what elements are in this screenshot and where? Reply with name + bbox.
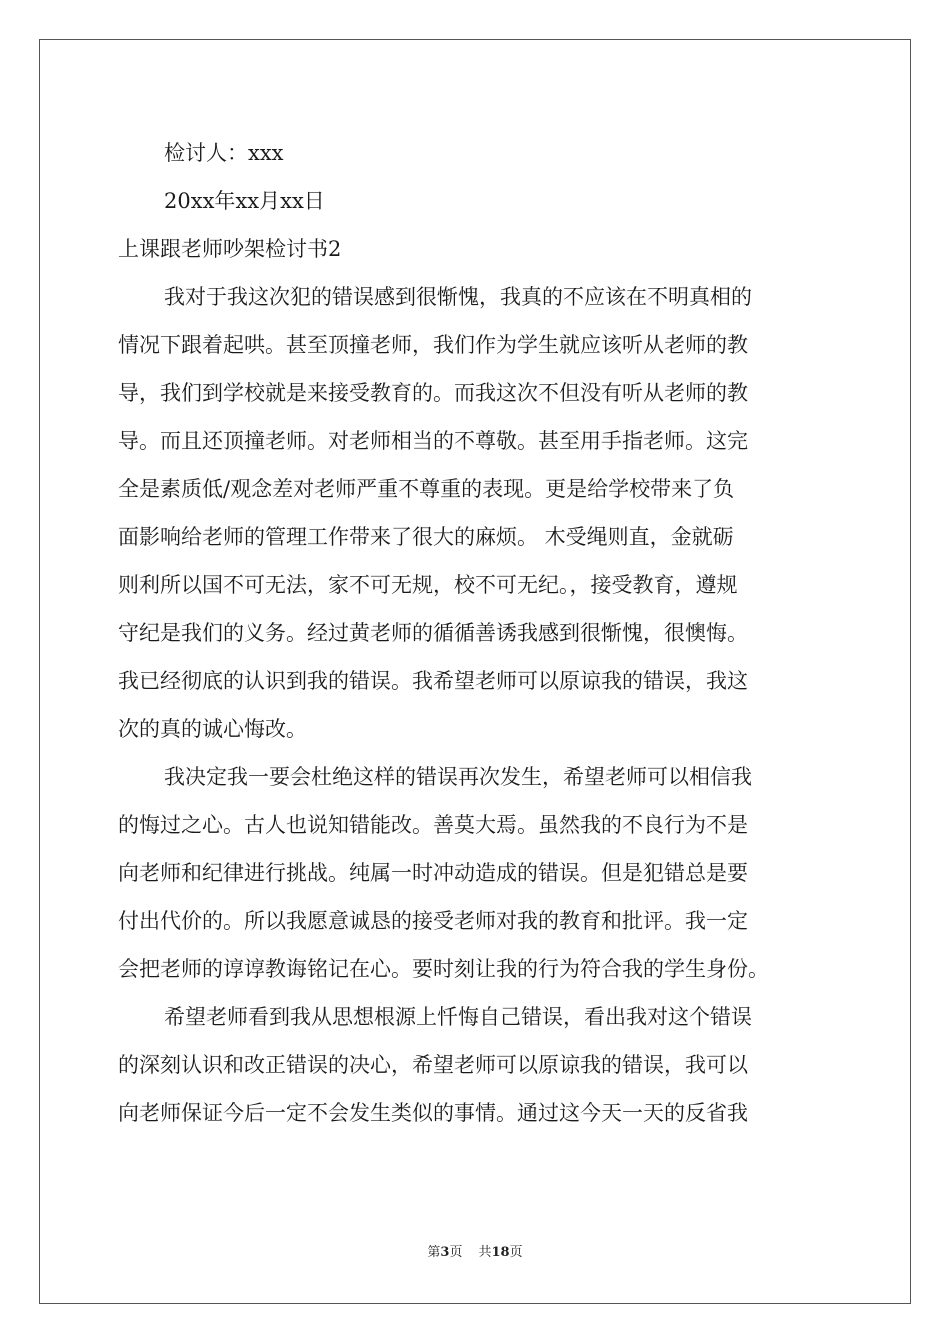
page-suffix: 页 xyxy=(449,1245,463,1260)
paragraph-line: 向老师和纪律进行挑战。纯属一时冲动造成的错误。但是犯错总是要 xyxy=(118,861,748,885)
paragraph-line: 付出代价的。所以我愿意诚恳的接受老师对我的教育和批评。我一定 xyxy=(118,909,748,933)
page-number: 3 xyxy=(440,1245,450,1260)
paragraph-line: 希望老师看到我从思想根源上忏悔自己错误，看出我对这个错误 xyxy=(164,1005,752,1029)
paragraph-line: 的深刻认识和改正错误的决心，希望老师可以原谅我的错误，我可以 xyxy=(118,1053,748,1077)
paragraph-line: 我对于我这次犯的错误感到很惭愧，我真的不应该在不明真相的 xyxy=(164,285,752,309)
paragraph-1 xyxy=(118,273,834,753)
page-footer xyxy=(0,1241,950,1260)
paragraph-3 xyxy=(118,993,834,1137)
paragraph-line: 导，我们到学校就是来接受教育的。而我这次不但没有听从老师的教 xyxy=(118,381,748,405)
paragraph-line: 我已经彻底的认识到我的错误。我希望老师可以原谅我的错误，我这 xyxy=(118,669,748,693)
paragraph-line: 次的真的诚心悔改。 xyxy=(118,717,307,741)
paragraph-line: 守纪是我们的义务。经过黄老师的循循善诱我感到很惭愧，很懊悔。 xyxy=(118,621,748,645)
paragraph-line: 则利所以国不可无法，家不可无规，校不可无纪。，接受教育，遵规 xyxy=(118,573,738,597)
total-suffix: 页 xyxy=(509,1245,523,1260)
inspector-line: 检讨人：xxx xyxy=(164,141,284,165)
paragraph-line: 面影响给老师的管理工作带来了很大的麻烦。 木受绳则直，金就砺 xyxy=(118,525,734,549)
document-body xyxy=(118,129,834,1137)
page-total: 18 xyxy=(491,1245,510,1260)
paragraph-line: 会把老师的谆谆教诲铭记在心。要时刻让我的行为符合我的学生身份。 xyxy=(118,957,769,981)
page-prefix: 第 xyxy=(427,1245,441,1260)
section-title: 上课跟老师吵架检讨书2 xyxy=(118,237,342,261)
paragraph-line: 情况下跟着起哄。甚至顶撞老师，我们作为学生就应该听从老师的教 xyxy=(118,333,748,357)
paragraph-line: 向老师保证今后一定不会发生类似的事情。通过这今天一天的反省我 xyxy=(118,1101,748,1125)
paragraph-line: 导。而且还顶撞老师。对老师相当的不尊敬。甚至用手指老师。这完 xyxy=(118,429,748,453)
paragraph-line: 的悔过之心。古人也说知错能改。善莫大焉。虽然我的不良行为不是 xyxy=(118,813,748,837)
total-prefix: 共 xyxy=(478,1245,492,1260)
paragraph-2 xyxy=(118,753,834,993)
date-line: 20xx年xx月xx日 xyxy=(164,189,325,213)
paragraph-line: 全是素质低/观念差对老师严重不尊重的表现。更是给学校带来了负 xyxy=(118,477,735,501)
paragraph-line: 我决定我一要会杜绝这样的错误再次发生，希望老师可以相信我 xyxy=(164,765,752,789)
